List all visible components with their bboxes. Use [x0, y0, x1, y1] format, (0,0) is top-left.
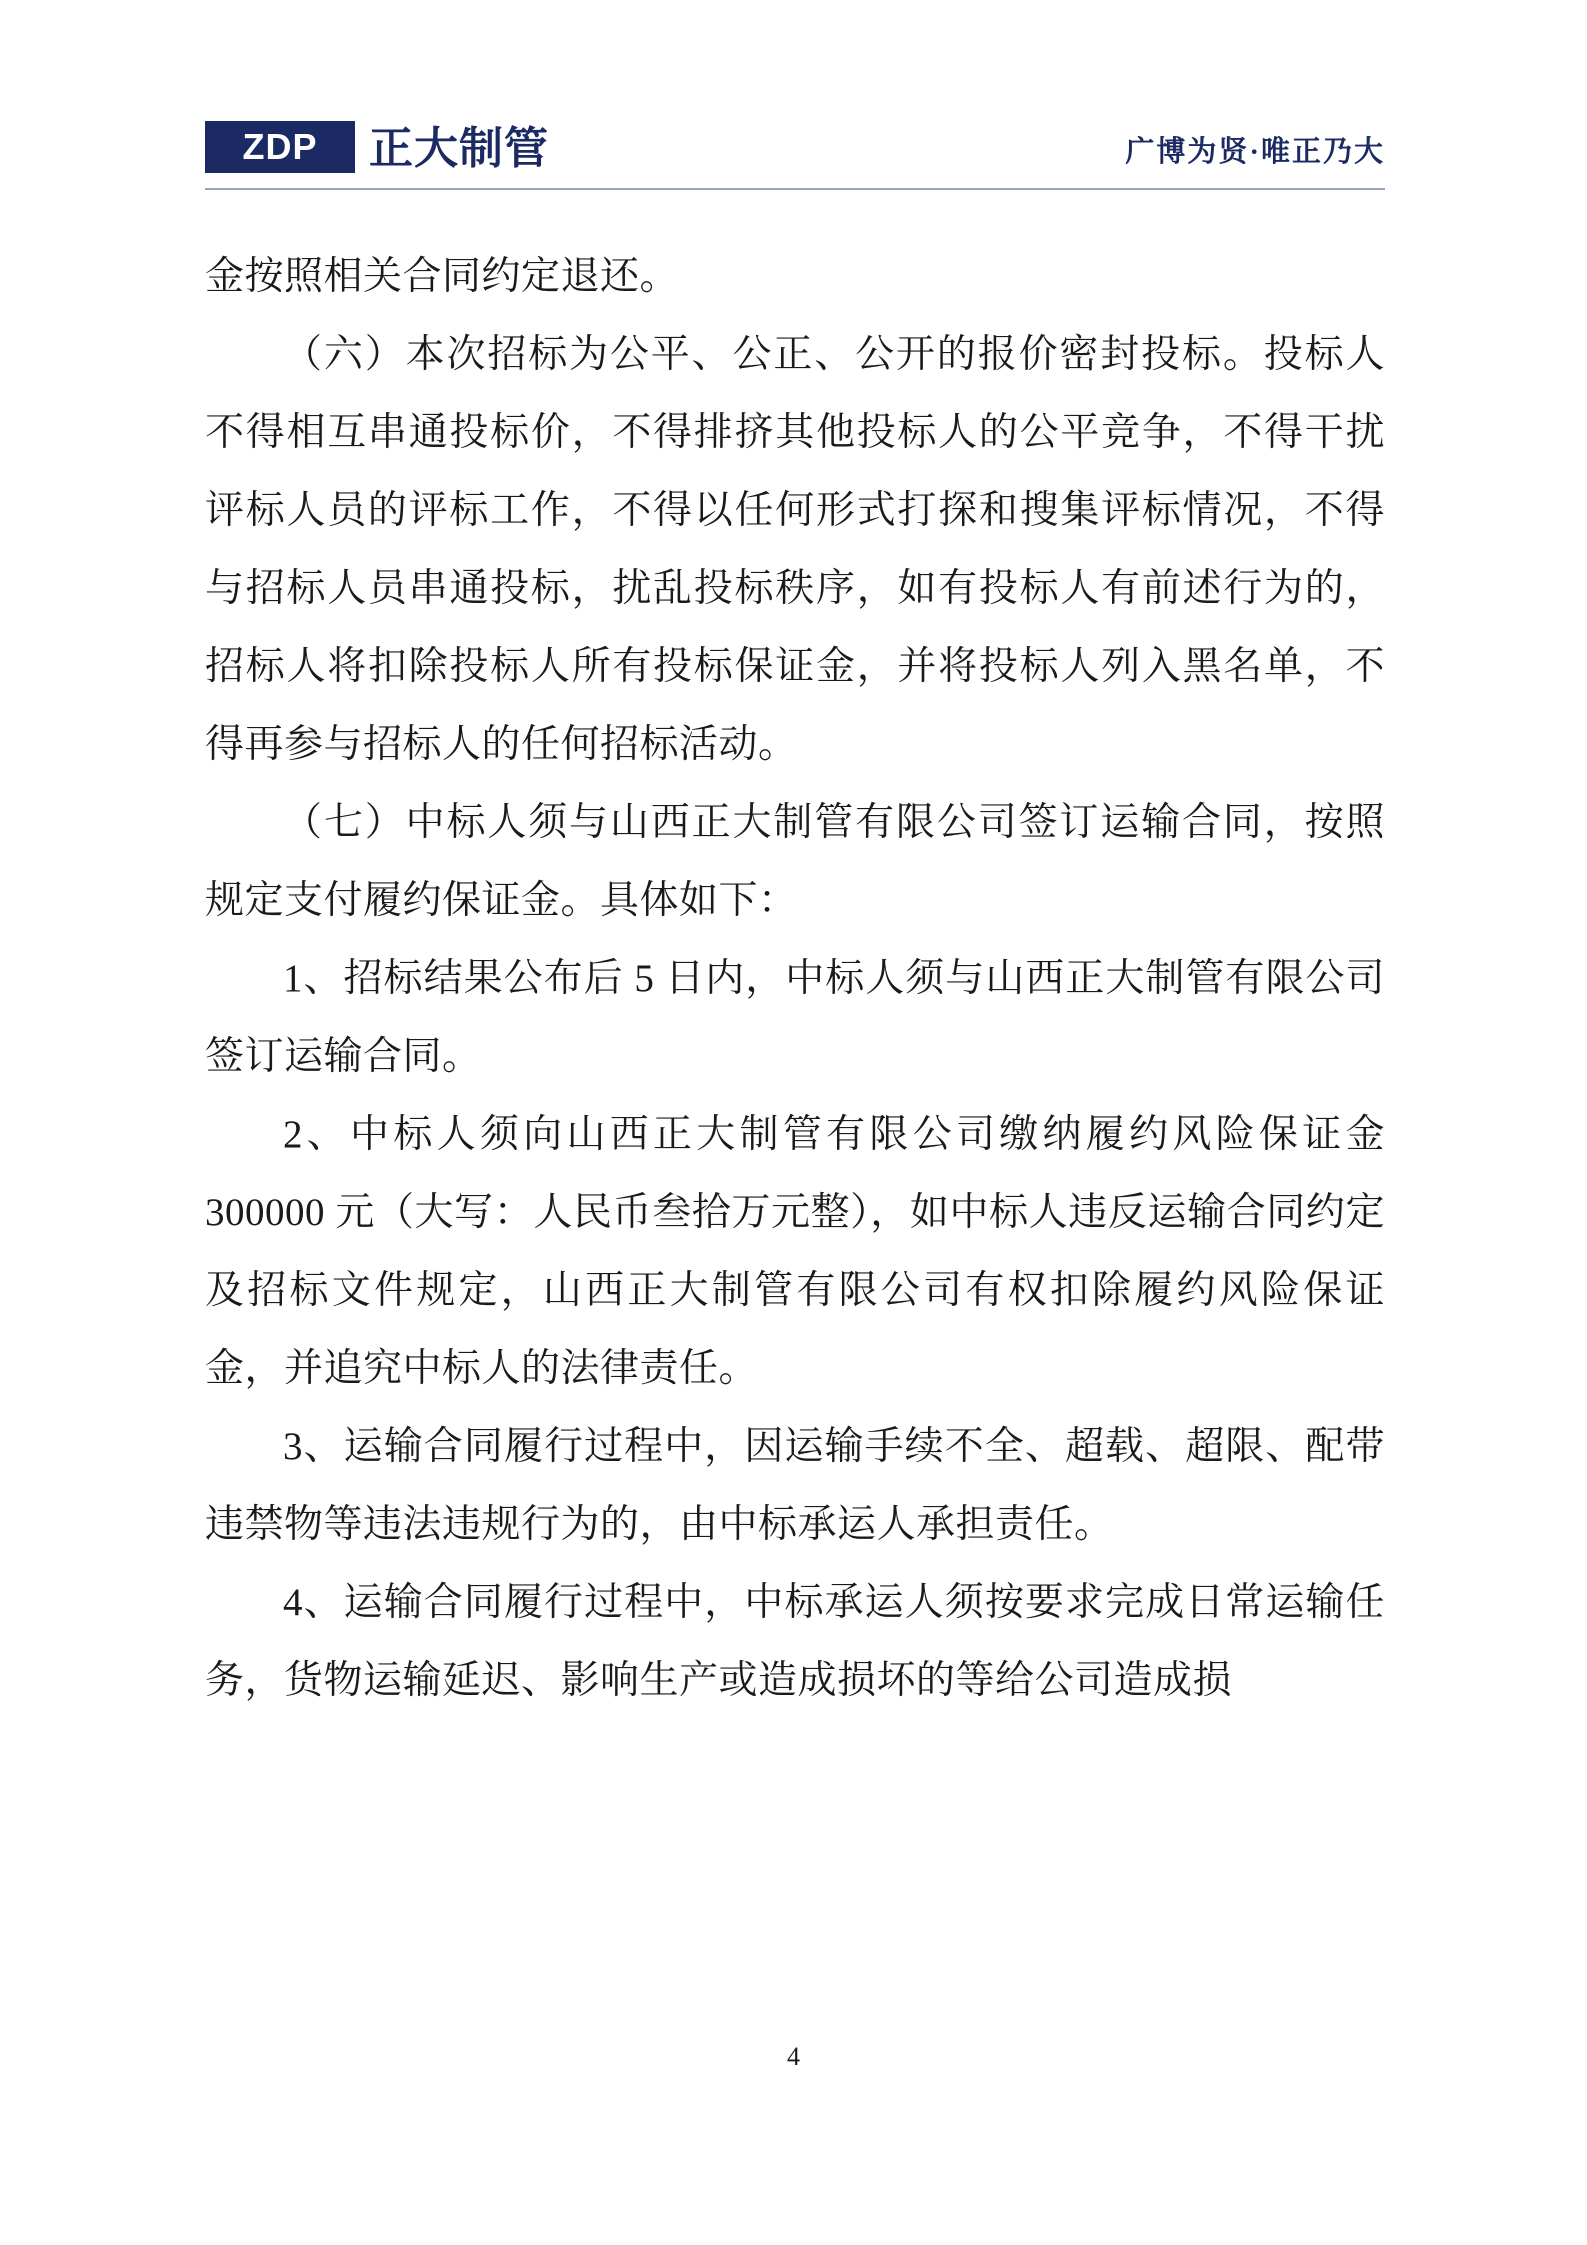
company-name: 正大制管: [369, 124, 549, 173]
page-header: [205, 110, 1385, 188]
paragraph: 3、运输合同履行过程中，因运输手续不全、超载、超限、配带违禁物等违法违规行为的，由中标承运人承担责任。: [205, 1425, 1385, 1546]
svg-text:ZDP: ZDP: [242, 125, 318, 167]
paragraph: 金按照相关合同约定退还。: [205, 255, 680, 298]
header-divider: [205, 188, 1385, 190]
company-logo: [205, 121, 549, 178]
paragraph: 4、运输合同履行过程中，中标承运人须按要求完成日常运输任务，货物运输延迟、影响生产或造成损坏的等给公司造成损: [205, 1581, 1385, 1702]
page-number: 4: [787, 2042, 800, 2071]
document-body: [205, 238, 1385, 1720]
paragraph: 1、招标结果公布后 5 日内，中标人须与山西正大制管有限公司签订运输合同。: [205, 957, 1385, 1078]
zdp-logo-icon: [205, 121, 355, 178]
paragraph: （七）中标人须与山西正大制管有限公司签订运输合同，按照规定支付履约保证金。具体如下：: [205, 801, 1385, 922]
company-slogan: 广博为贤·唯正乃大: [1125, 135, 1385, 168]
paragraph: （六）本次招标为公平、公正、公开的报价密封投标。投标人不得相互串通投标价，不得排挤其他投标人的公平竞争，不得干扰评标人员的评标工作，不得以任何形式打探和搜集评标情况，不得与招标人员串通投标，扰乱投标秩序，如有投标人有前述行为的，招标人将扣除投标人所有投标保证金，并将投标人列入黑名单，不得再参与招标人的任何招标活动。: [205, 333, 1385, 766]
paragraph: 2、中标人须向山西正大制管有限公司缴纳履约风险保证金300000 元（大写：人民币叁拾万元整），如中标人违反运输合同约定及招标文件规定，山西正大制管有限公司有权扣除履约风险保证金，并追究中标人的法律责任。: [205, 1113, 1385, 1390]
